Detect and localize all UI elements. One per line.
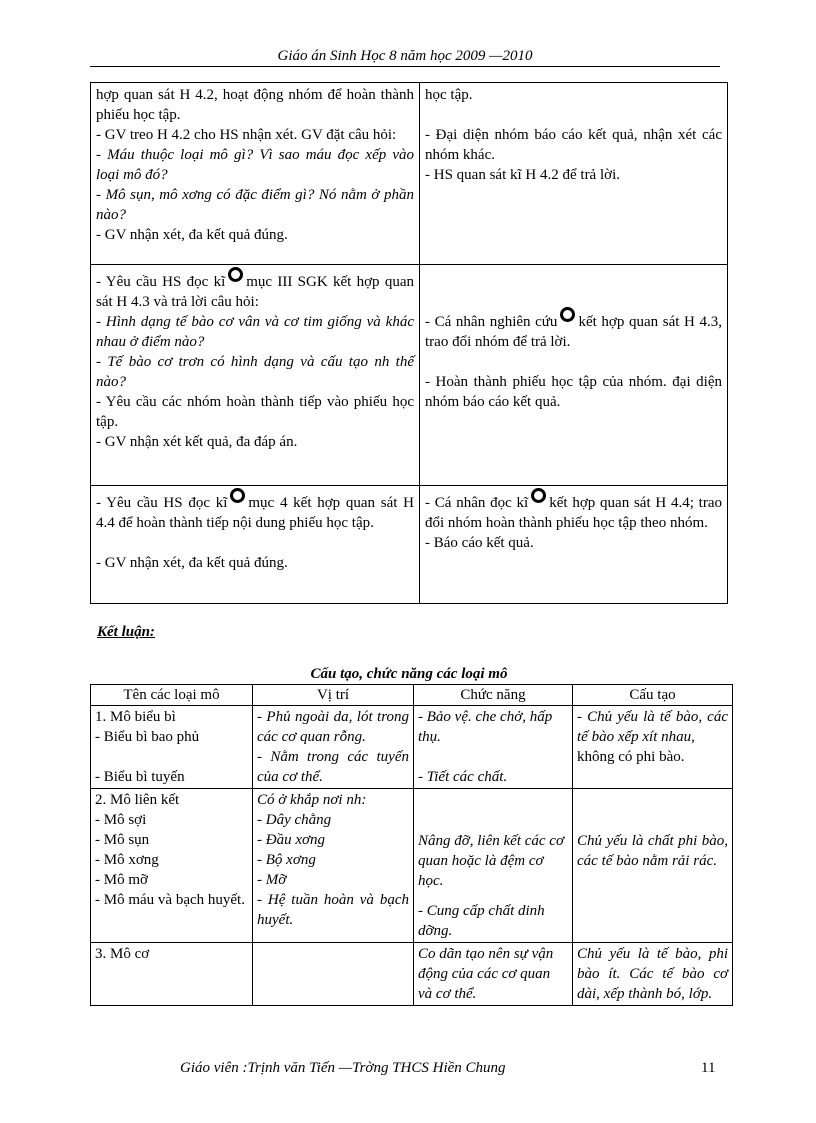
text-line: - Mô mỡ xyxy=(95,872,148,888)
student-activity-cell xyxy=(420,83,728,265)
question-line: - Mô sụn, mô xơng có đặc điểm gì? Nó nằm ở phần nào? xyxy=(96,187,414,223)
text-line: - Báo cáo kết quả. xyxy=(425,535,534,551)
spacer xyxy=(418,747,568,767)
text-line: - Cung cấp chất dinh dỡng. xyxy=(418,903,545,939)
text-line: - Yêu cầu các nhóm hoàn thành tiếp vào phiếu học tập. xyxy=(96,394,414,430)
text-line xyxy=(425,307,722,352)
text-part: kết hợp quan sát H 4.3, trao đổi nhóm để trả lời. xyxy=(425,314,722,350)
text-line: - Phủ ngoài da, lót trong các cơ quan rỗng. xyxy=(257,709,409,745)
page-number: 11 xyxy=(701,1060,716,1076)
tissue-name-cell xyxy=(91,789,253,943)
reference-circle-icon xyxy=(230,488,245,503)
tissue-name-cell xyxy=(91,706,253,789)
page-footer: Giáo viên :Trịnh văn Tiến —Trờng THCS Hiền Chung xyxy=(180,1060,506,1076)
text-part: kết hợp quan sát H 4.4; trao đổi nhóm hoàn thành phiếu học tập theo nhóm. xyxy=(425,495,723,531)
question-line: - Tế bào cơ trơn có hình dạng và cấu tạo nh thế nào? xyxy=(96,354,414,390)
text-line: - Mô sợi xyxy=(95,812,147,828)
text-line: học tập. xyxy=(425,87,473,103)
text-part: mục III SGK kết hợp quan sát H 4.3 và trả lời câu hỏi: xyxy=(96,274,415,310)
function-cell: Co dãn tạo nên sự vận động của các cơ quan và cơ thể. xyxy=(414,943,573,1006)
teacher-activity-cell xyxy=(91,486,420,604)
text-line: - Chủ yếu là tế bào, các tế bào xếp xít nhau, xyxy=(577,709,728,745)
text-line: - GV nhận xét, đa kết quả đúng. xyxy=(96,555,288,571)
text-line: 1. Mô biểu bì xyxy=(95,709,176,725)
structure-cell xyxy=(573,706,733,789)
text-line: - Mô máu và bạch huyết. xyxy=(95,892,245,908)
text-line: Nâng đỡ, liên kết các cơ quan hoặc là đệm cơ học. xyxy=(418,833,564,889)
text-line xyxy=(96,488,414,533)
text-line: - GV treo H 4.2 cho HS nhận xét. GV đặt câu hỏi: xyxy=(96,127,397,143)
question-line: - Hình dạng tế bào cơ vân và cơ tim giống và khác nhau ở điểm nào? xyxy=(96,314,414,350)
tissue-table xyxy=(90,684,733,1006)
column-header: Chức năng xyxy=(414,685,573,706)
conclusion-label: Kết luận: xyxy=(97,624,155,640)
text-line: - Mô xơng xyxy=(95,852,159,868)
text-line: - Nằm trong các tuyến của cơ thể. xyxy=(257,749,409,785)
text-line: - Hệ tuần hoàn và bạch huyết. xyxy=(257,892,409,928)
text-line: không có phi bào. xyxy=(577,749,685,765)
activity-row xyxy=(91,486,728,604)
header-rule xyxy=(90,66,720,67)
column-header: Vị trí xyxy=(253,685,414,706)
reference-circle-icon xyxy=(531,488,546,503)
text-part: - Yêu cầu HS đọc kĩ xyxy=(96,274,226,290)
table-title: Cấu tạo, chức năng các loại mô xyxy=(310,666,508,682)
page-header: Giáo án Sinh Học 8 năm học 2009 —2010 xyxy=(277,48,533,64)
reference-circle-icon xyxy=(228,267,243,282)
text-line: - GV nhận xét kết quả, đa đáp án. xyxy=(96,434,298,450)
activity-table xyxy=(90,82,728,604)
structure-cell: Chủ yếu là tế bào, phi bào ít. Các tế bào cơ dài, xếp thành bó, lớp. xyxy=(573,943,733,1006)
spacer xyxy=(96,533,414,553)
text-line: - Đại diện nhóm báo cáo kết quả, nhận xét các nhóm khác. xyxy=(425,127,722,163)
student-activity-cell xyxy=(420,486,728,604)
text-line: Có ở khắp nơi nh: xyxy=(257,792,367,808)
position-cell xyxy=(253,943,414,1006)
text-line: - Biểu bì bao phủ xyxy=(95,729,200,745)
text-line: - Biểu bì tuyến xyxy=(95,769,185,785)
text-line: - Bảo vệ. che chở, hấp thụ. xyxy=(418,709,553,745)
column-header: Cấu tạo xyxy=(573,685,733,706)
activity-row xyxy=(91,265,728,486)
position-cell xyxy=(253,789,414,943)
tissue-name-cell: 3. Mô cơ xyxy=(91,943,253,1006)
teacher-activity-cell xyxy=(91,265,420,486)
text-line: - GV nhận xét, đa kết quả đúng. xyxy=(96,227,288,243)
column-header: Tên các loại mô xyxy=(91,685,253,706)
text-line: - Dây chằng xyxy=(257,812,332,828)
text-part: mục 4 kết hợp quan sát H 4.4 để hoàn thành tiếp nội dung phiếu học tập. xyxy=(96,495,414,531)
text-line: - Bộ xơng xyxy=(257,852,316,868)
text-part: - Cá nhân nghiên cứu xyxy=(425,314,558,330)
text-line: 2. Mô liên kết xyxy=(95,792,180,808)
teacher-activity-cell xyxy=(91,83,420,265)
table-row xyxy=(91,706,733,789)
table-row xyxy=(91,789,733,943)
text-line: - HS quan sát kĩ H 4.2 để trả lời. xyxy=(425,167,620,183)
function-cell xyxy=(414,789,573,943)
text-part: - Cá nhân đọc kĩ xyxy=(425,495,529,511)
text-line xyxy=(425,488,722,533)
text-line: - Đầu xơng xyxy=(257,832,325,848)
text-part: - Yêu cầu HS đọc kĩ xyxy=(96,495,228,511)
text-line: - Mỡ xyxy=(257,872,287,888)
text-line: - Mô sụn xyxy=(95,832,150,848)
activity-row xyxy=(91,83,728,265)
text-line: Chủ yếu là chất phi bào, các tế bào nằm rải rác. xyxy=(577,833,728,869)
spacer xyxy=(425,105,722,125)
position-cell xyxy=(253,706,414,789)
function-cell xyxy=(414,706,573,789)
table-row xyxy=(91,943,733,1006)
question-line: - Máu thuộc loại mô gì? Vì sao máu đọc xếp vào loại mô đó? xyxy=(96,147,414,183)
spacer xyxy=(425,352,722,372)
text-line xyxy=(96,267,414,312)
text-line: - Hoàn thành phiếu học tập của nhóm. đại diện nhóm báo cáo kết quả. xyxy=(425,374,722,410)
spacer xyxy=(95,747,248,767)
reference-circle-icon xyxy=(560,307,575,322)
student-activity-cell xyxy=(420,265,728,486)
structure-cell xyxy=(573,789,733,943)
text-line: - Tiết các chất. xyxy=(418,769,508,785)
table-header-row xyxy=(91,685,733,706)
text-line: hợp quan sát H 4.2, hoạt động nhóm để hoàn thành phiếu học tập. xyxy=(96,87,414,123)
